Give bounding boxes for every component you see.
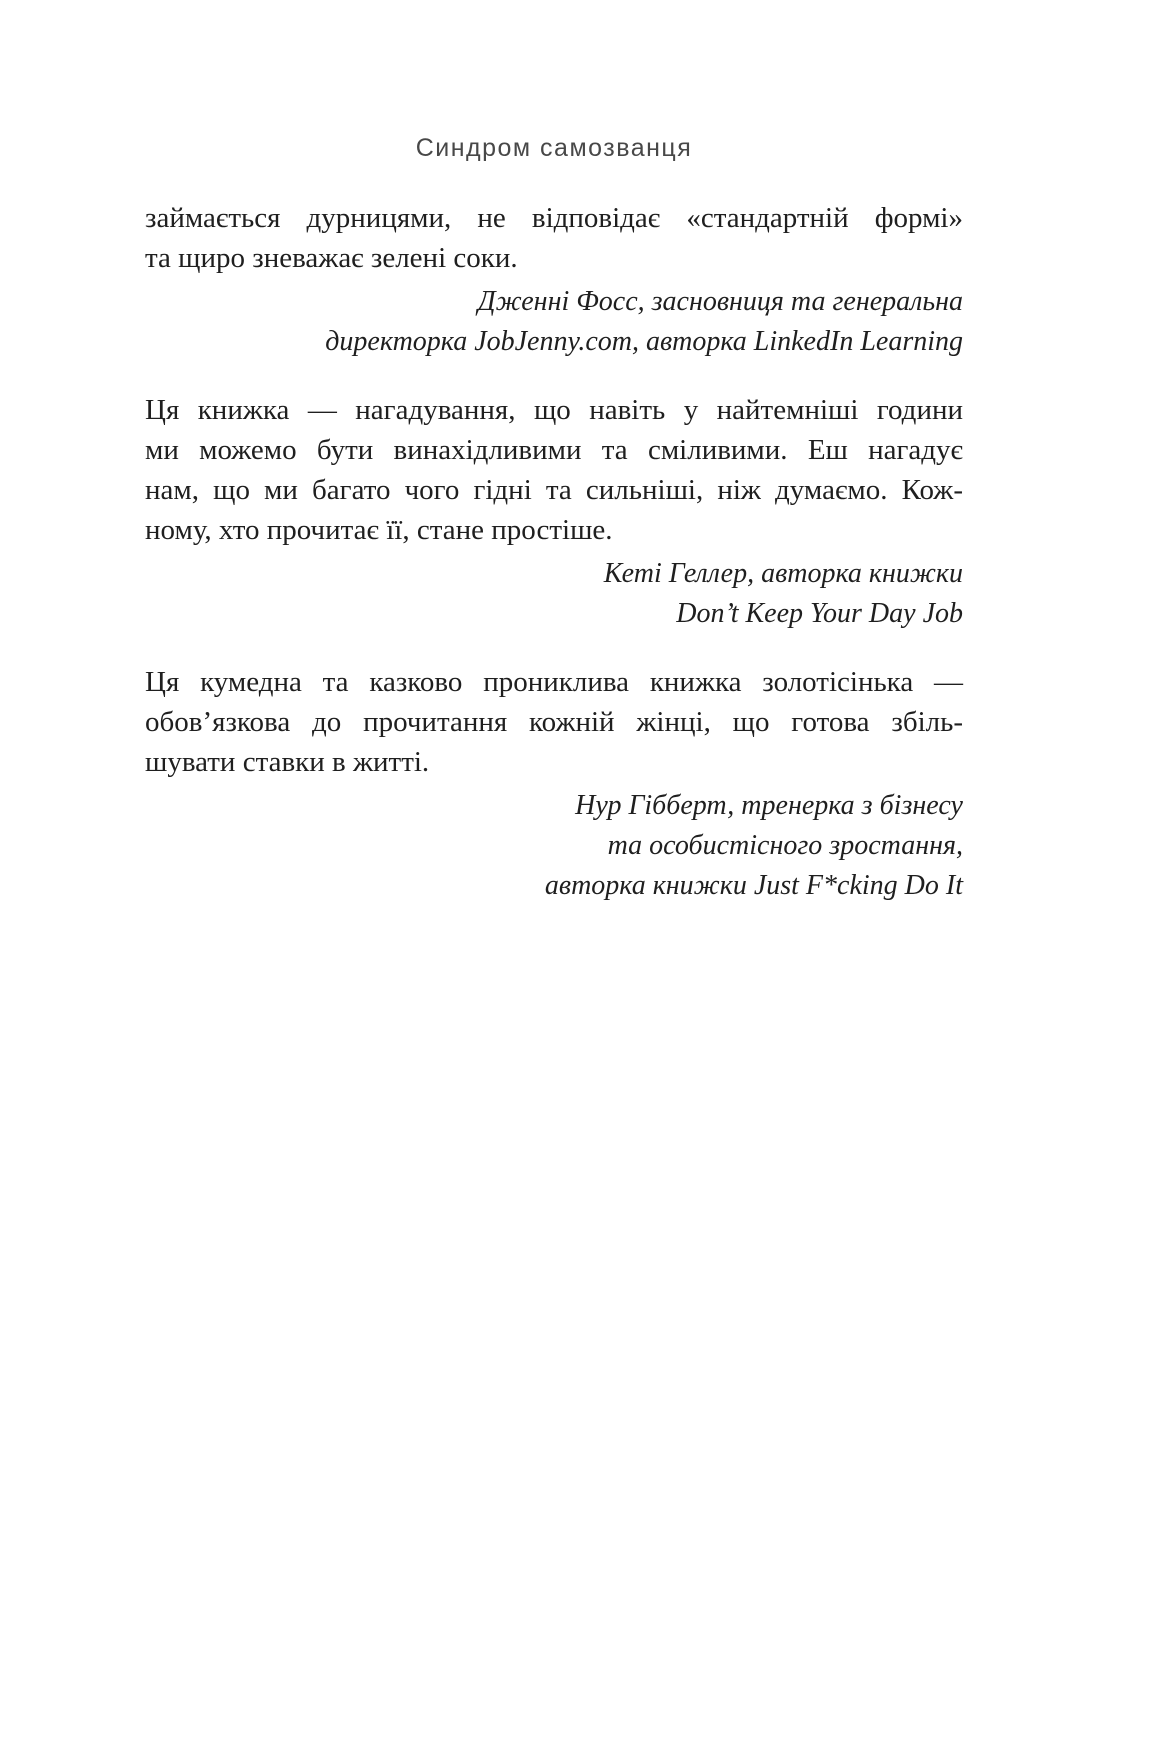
text-block (145, 198, 963, 906)
quote-paragraph (145, 390, 963, 550)
attribution-line: та особистісного зростання, (607, 830, 963, 861)
attribution-line: Кеті Геллер, авторка книжки (603, 558, 963, 589)
book-page (0, 130, 1166, 1760)
quote-block-3 (145, 662, 963, 906)
quote-block-2 (145, 390, 963, 634)
quote-text-line: ному, хто прочитає її, стане простіше. (145, 514, 613, 546)
quote-attribution (145, 554, 963, 634)
quote-block-1 (145, 198, 963, 362)
attribution-line: директорка JobJenny.com, авторка LinkedIn Learning (325, 326, 963, 357)
quote-text-line: шувати ставки в житті. (145, 746, 430, 778)
attribution-line: авторка книжки Just F*cking Do It (544, 870, 963, 901)
quote-text-line: Ця кумедна та казково прониклива книжка золотісінька — (145, 666, 963, 698)
quote-paragraph (145, 198, 963, 278)
quote-text-line: Ця книжка — нагадування, що навіть у найтемніші години (145, 394, 963, 426)
quote-text-line: обов’язкова до прочитання кожній жінці, що готова збіль- (145, 706, 963, 738)
quote-text-line: ми можемо бути винахідливими та сміливими. Еш нагадує (145, 434, 963, 466)
attribution-line: Нур Гібберт, тренерка з бізнесу (575, 790, 963, 821)
quote-text-line: займається дурницями, не відповідає «стандартній формі» (145, 202, 963, 234)
attribution-line: Don’t Keep Your Day Job (676, 598, 963, 629)
quote-attribution (145, 282, 963, 362)
quote-paragraph (145, 662, 963, 782)
quote-attribution (145, 786, 963, 906)
running-head: Синдром самозванця (415, 134, 693, 162)
quote-text-line: та щиро зневажає зелені соки. (145, 242, 518, 274)
attribution-line: Дженні Фосс, засновниця та генеральна (477, 286, 963, 317)
quote-text-line: нам, що ми багато чого гідні та сильніші, ніж думаємо. Кож- (145, 474, 963, 506)
